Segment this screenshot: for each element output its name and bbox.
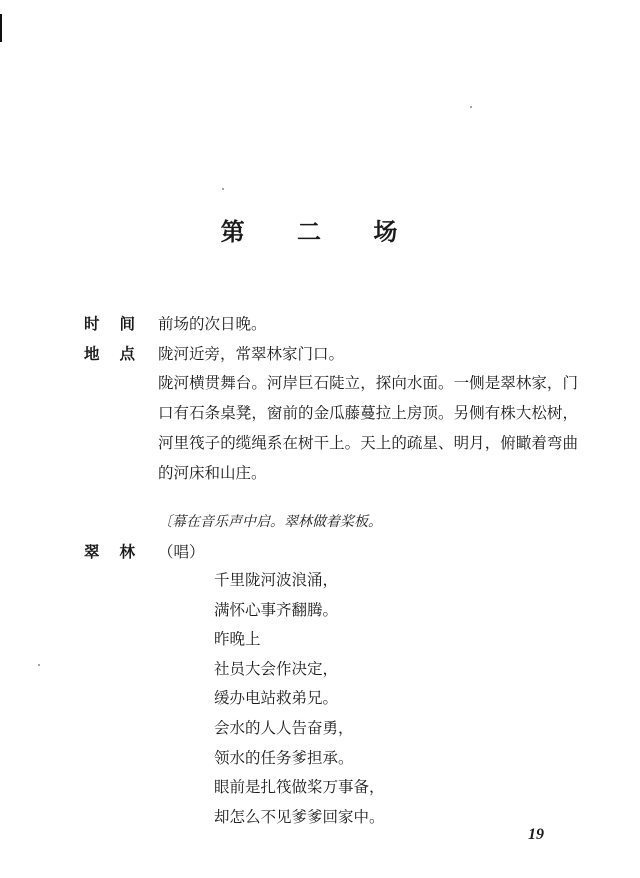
lyric-line: 千里陇河波浪涌， xyxy=(214,571,339,589)
speaker-cue: （唱） xyxy=(158,543,205,561)
place-text: 陇河近旁，常翠林家门口。 xyxy=(158,345,345,363)
place-row xyxy=(84,340,344,368)
speaker-name: 翠林 xyxy=(84,542,156,561)
stage-direction: 〔幕在音乐声中启。翠林做着桨板。 xyxy=(158,514,382,530)
setting-description: 陇河横贯舞台。河岸巨石陡立，探向水面。一侧是翠林家，门口有石条桌凳，窗前的金瓜藤蔓拉上房顶。另侧有株大松树，河里筏子的缆绳系在树干上。天上的疏星、明月，俯瞰着弯曲的河床和山庄。 xyxy=(158,374,578,482)
scan-speck xyxy=(470,106,472,108)
lyric-line: 领水的任务爹担承。 xyxy=(214,748,354,767)
lyric-line: 会水的人人告奋勇， xyxy=(214,718,354,737)
lyric-line: 缓办电站救弟兄。 xyxy=(214,689,339,708)
scene-title: 第 二 场 xyxy=(220,217,420,246)
lyric-line: 满怀心事齐翻腾。 xyxy=(214,600,339,619)
place-label: 地点 xyxy=(84,344,156,363)
lyric-line: 社员大会作决定， xyxy=(214,659,339,678)
page-number: 19 xyxy=(528,826,544,843)
time-text: 前场的次日晚。 xyxy=(158,315,267,333)
scan-speck xyxy=(222,188,224,190)
speaker-row xyxy=(84,538,205,566)
lyric-line: 却怎么不见爹爹回家中。 xyxy=(214,807,385,826)
time-label: 时间 xyxy=(84,314,156,333)
page-edge-mark xyxy=(0,14,2,42)
lyric-line: 昨晚上 xyxy=(214,630,261,649)
scan-speck xyxy=(38,664,40,666)
time-row xyxy=(84,310,267,338)
lyrics-list xyxy=(214,566,385,832)
lyric-line: 眼前是扎筏做桨万事备， xyxy=(214,778,385,797)
